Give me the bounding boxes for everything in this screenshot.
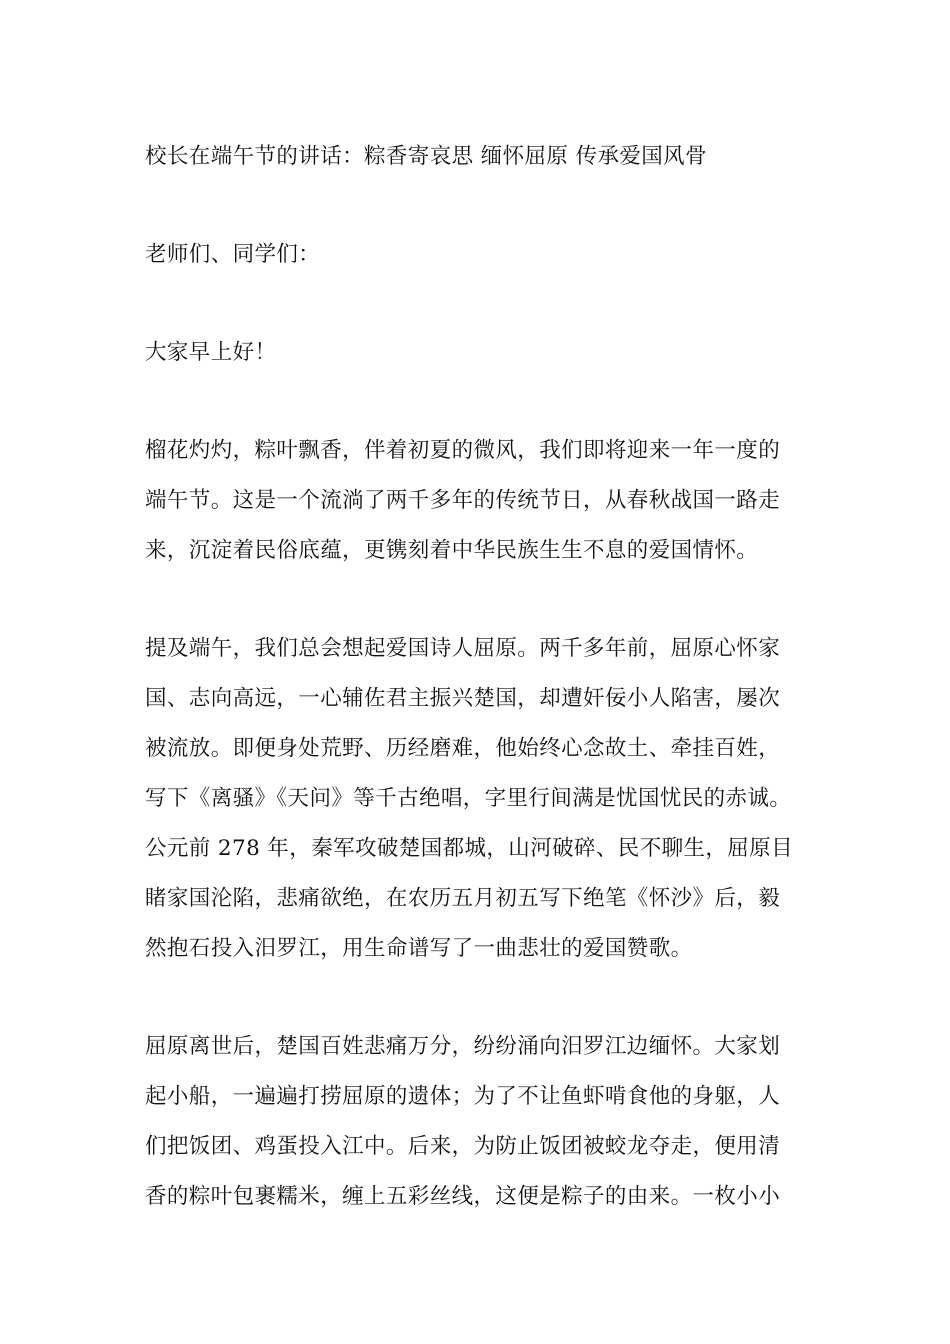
document-body [145,132,845,1222]
paragraph-line: 国、志向高远，一心辅佐君主振兴楚国，却遭奸佞小人陷害，屡次 [145,686,781,711]
paragraph-line: 被流放。即便身处荒野、历经磨难，他始终心念故土、牵挂百姓， [145,736,781,761]
paragraph-1 [145,426,845,576]
spacer [145,378,845,426]
paragraph-line: 睹家国沦陷，悲痛欲绝，在农历五月初五写下绝笔《怀沙》后，毅 [145,886,781,911]
paragraph-line: 然抱石投入汨罗江，用生命谱写了一曲悲壮的爱国赞歌。 [145,936,693,961]
spacer [145,280,845,328]
paragraph-line: 公元前 278 年，秦军攻破楚国都城，山河破碎、民不聊生，屈原目 [145,836,794,861]
spacer [145,576,845,624]
salutation: 老师们、同学们： [145,242,321,267]
paragraph-line: 香的粽叶包裹糯米，缠上五彩丝线，这便是粽子的由来。一枚小小 [145,1184,781,1209]
speech-title: 校长在端午节的讲话：粽香寄哀思 缅怀屈原 传承爱国风骨 [145,144,707,169]
paragraph-line: 端午节。这是一个流淌了两千多年的传统节日，从春秋战国一路走 [145,488,781,513]
spacer [145,974,845,1022]
paragraph-2 [145,624,845,974]
paragraph-line: 来，沉淀着民俗底蕴，更镌刻着中华民族生生不息的爱国情怀。 [145,538,759,563]
paragraph-line: 榴花灼灼，粽叶飘香，伴着初夏的微风，我们即将迎来一年一度的 [145,438,781,463]
paragraph-line: 写下《离骚》《天问》等千古绝唱，字里行间满是忧国忧民的赤诚。 [145,786,792,811]
paragraph-line: 们把饭团、鸡蛋投入江中。后来，为防止饭团被蛟龙夺走，便用清 [145,1134,781,1159]
paragraph-line: 屈原离世后，楚国百姓悲痛万分，纷纷涌向汨罗江边缅怀。大家划 [145,1034,781,1059]
paragraph-line: 提及端午，我们总会想起爱国诗人屈原。两千多年前，屈原心怀家 [145,636,781,661]
spacer [145,182,845,230]
greeting: 大家早上好！ [145,340,277,365]
paragraph-line: 起小船，一遍遍打捞屈原的遗体；为了不让鱼虾啃食他的身躯，人 [145,1084,781,1109]
paragraph-3 [145,1022,845,1222]
